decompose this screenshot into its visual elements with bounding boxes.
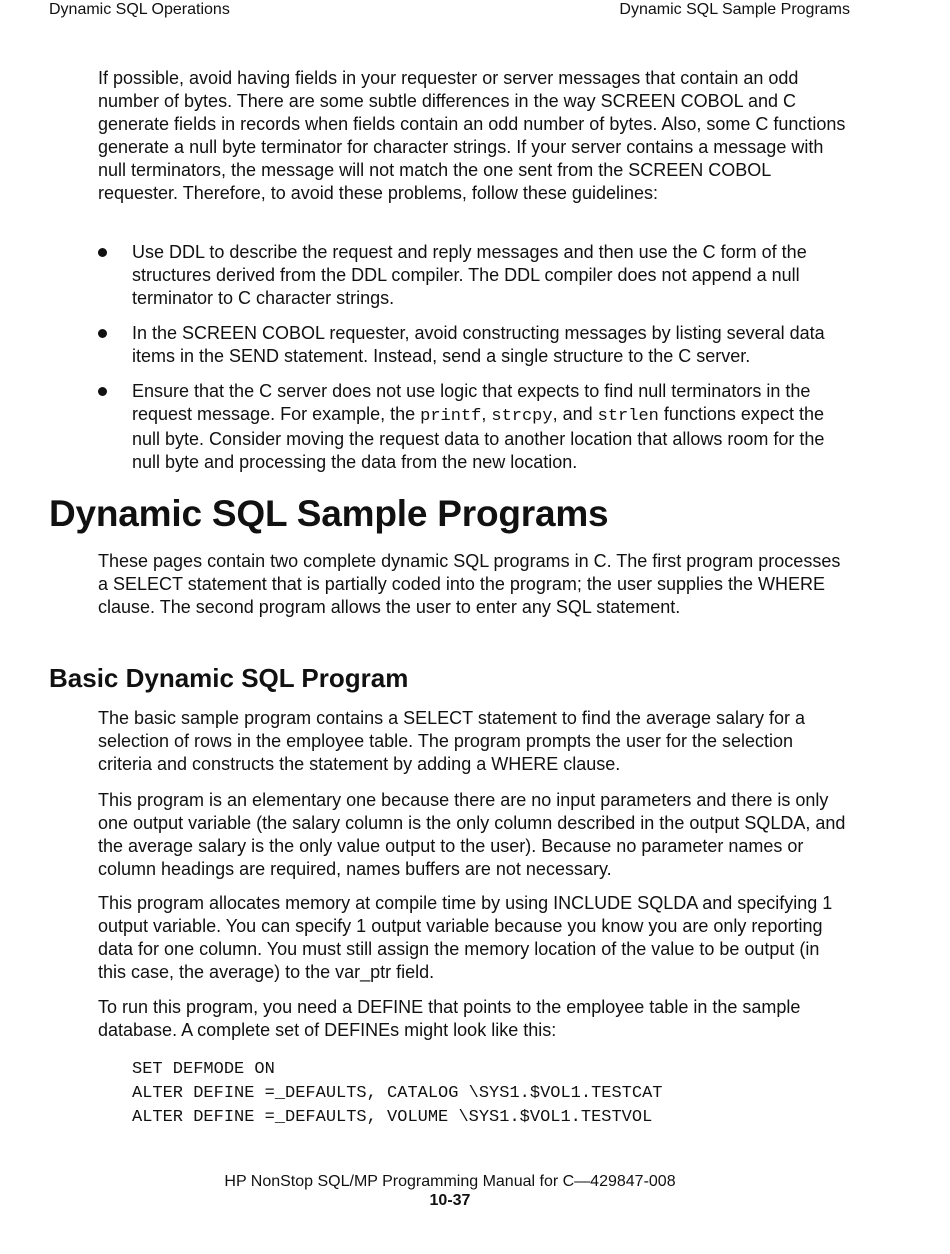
bullet-icon: [98, 248, 107, 257]
guideline-item-null-terminators: [98, 380, 850, 474]
section-intro-paragraph: These pages contain two complete dynamic SQL programs in C. The first program processes a SELECT statement that is partially coded into the program; the user supplies the WHERE clause. The second program allows the user to enter any SQL statement.: [98, 551, 841, 617]
bullet-icon: [98, 329, 107, 338]
paragraph-memory-allocation: This program allocates memory at compile time by using INCLUDE SQLDA and specifying 1 output variable. You can specify 1 output variable because you know you are only reporting data for one column. You must still assign the memory location of the value to be output (in this case, the average) to the var_ptr field.: [98, 893, 833, 982]
guideline-item-ddl: [98, 241, 850, 310]
guideline-text: [132, 380, 850, 474]
paragraph-elementary-program: This program is an elementary one because there are no input parameters and there is only one output variable (the salary column is the only column described in the output SQLDA, and the average salary is the only value output to the user). Because no parameter names or column headings are required, names buffers are not necessary.: [98, 790, 846, 879]
guideline-text-part: Ensure that the C server does not use logic that expects to find null terminators in the request message. For example, the: [132, 381, 811, 424]
section-heading: Dynamic SQL Sample Programs: [49, 493, 609, 534]
guideline-text: In the SCREEN COBOL requester, avoid constructing messages by listing several data items in the SEND statement. Instead, send a single structure to the C server.: [132, 323, 825, 366]
code-strlen: strlen: [597, 407, 659, 426]
guideline-text: Use DDL to describe the request and reply messages and then use the C form of the structures derived from the DDL compiler. The DDL compiler does not append a null terminator to C character strings.: [132, 242, 807, 308]
guideline-text-part: functions expect the null byte. Consider moving the request data to another location that allows room for the null byte and processing the data from the new location.: [132, 404, 825, 472]
paragraph-define: To run this program, you need a DEFINE that points to the employee table in the sample database. A complete set of DEFINEs might look like this:: [98, 997, 801, 1040]
guideline-item-send: [98, 322, 850, 368]
guideline-text-part: , and: [552, 404, 598, 424]
running-header-left: Dynamic SQL Operations: [49, 1, 230, 18]
code-printf: printf: [420, 407, 482, 426]
running-header-right: Dynamic SQL Sample Programs: [619, 1, 850, 18]
guideline-text-part: ,: [481, 404, 492, 424]
code-strcpy: strcpy: [491, 407, 553, 426]
define-code-block: SET DEFMODE ON ALTER DEFINE =_DEFAULTS, CATALOG \SYS1.$VOL1.TESTCAT ALTER DEFINE =_DEFAULTS, VOLUME \SYS1.$VOL1.TESTVOL: [132, 1060, 663, 1127]
bullet-icon: [98, 387, 107, 396]
page-number: 10-37: [429, 1192, 471, 1209]
footer-manual-title: HP NonStop SQL/MP Programming Manual for C—429847-008: [224, 1173, 676, 1190]
subsection-heading: Basic Dynamic SQL Program: [49, 663, 409, 693]
intro-paragraph: If possible, avoid having fields in your requester or server messages that contain an odd number of bytes. There are some subtle differences in the way SCREEN COBOL and C generate fields in records when fields contain an odd number of bytes. Also, some C functions generate a null byte terminator for character strings. If your server contains a message with null terminators, the message will not match the one sent from the SCREEN COBOL requester. Therefore, to avoid these problems, follow these guidelines:: [98, 68, 846, 203]
paragraph-select-statement: The basic sample program contains a SELECT statement to find the average salary for a selection of rows in the employee table. The program prompts the user for the selection criteria and constructs the statement by adding a WHERE clause.: [98, 708, 806, 774]
